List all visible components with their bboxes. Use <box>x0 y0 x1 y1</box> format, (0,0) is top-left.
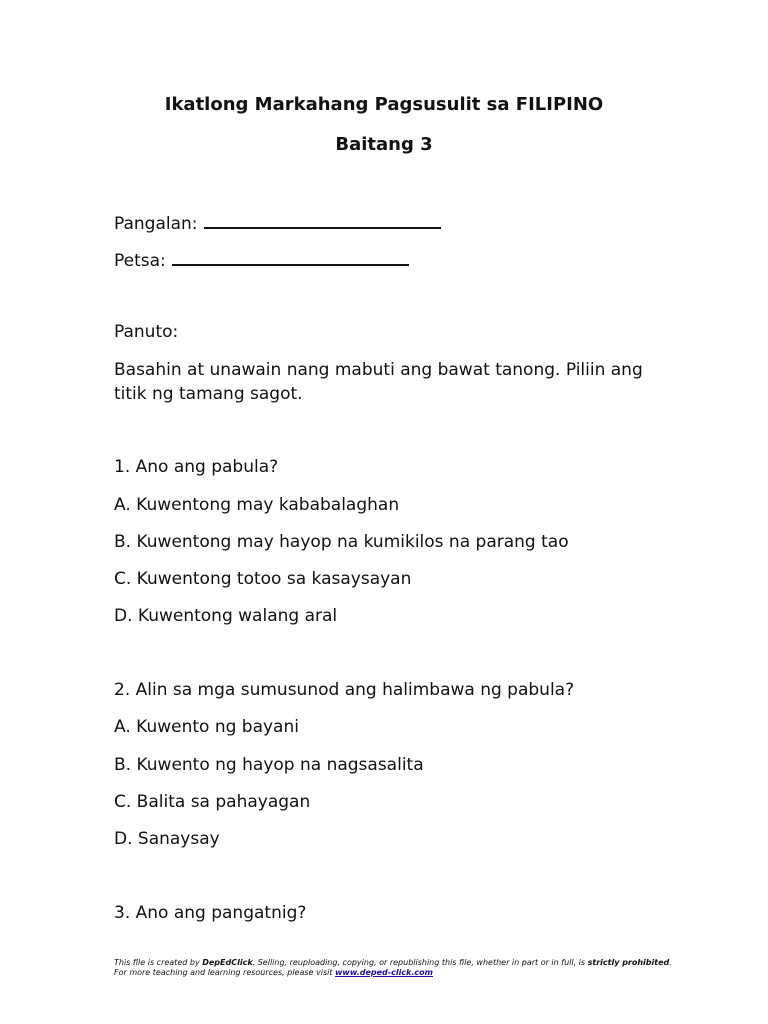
question-1: 1. Ano ang pabula? <box>114 457 279 477</box>
question-3: 3. Ano ang pangatnig? <box>114 903 307 923</box>
footer-prohibited: strictly prohibited <box>587 958 670 967</box>
choice-2b: B. Kuwento ng hayop na nagsasalita <box>114 755 424 775</box>
choice-1b: B. Kuwentong may hayop na kumikilos na parang tao <box>114 532 569 552</box>
grade-level: Baitang 3 <box>335 134 433 155</box>
footer-brand: DepEdClick <box>202 958 253 967</box>
choice-1d: D. Kuwentong walang aral <box>114 606 338 626</box>
footer-link[interactable]: www.deped-click.com <box>335 968 433 977</box>
choice-1a: A. Kuwentong may kababalaghan <box>114 495 400 515</box>
name-blank-line[interactable] <box>204 211 441 229</box>
choice-1c: C. Kuwentong totoo sa kasaysayan <box>114 569 412 589</box>
choice-2c: C. Balita sa pahayagan <box>114 792 311 812</box>
footer-text: This file is created by <box>114 958 203 967</box>
name-field <box>114 211 441 234</box>
choice-2a: A. Kuwento ng bayani <box>114 717 299 737</box>
footer-text: For more teaching and learning resources, please visit <box>114 968 336 977</box>
footer-line-1 <box>114 958 672 968</box>
date-field <box>114 248 409 271</box>
footer-line-2 <box>114 968 672 978</box>
date-blank-line[interactable] <box>172 248 409 266</box>
instructions-label: Panuto: <box>114 322 179 342</box>
name-label: Pangalan: <box>114 214 198 234</box>
footer-notice <box>114 958 672 978</box>
instructions-text: Basahin at unawain nang mabuti ang bawat tanong. Piliin ang titik ng tamang sagot. <box>114 360 643 404</box>
choice-2d: D. Sanaysay <box>114 829 220 849</box>
footer-text: . <box>669 958 672 967</box>
page-title: Ikatlong Markahang Pagsusulit sa FILIPINO <box>164 94 604 115</box>
question-2: 2. Alin sa mga sumusunod ang halimbawa ng pabula? <box>114 680 575 700</box>
date-label: Petsa: <box>114 251 166 271</box>
footer-text: . Selling, reuploading, copying, or republishing this file, whether in part or in full, is <box>252 958 588 967</box>
